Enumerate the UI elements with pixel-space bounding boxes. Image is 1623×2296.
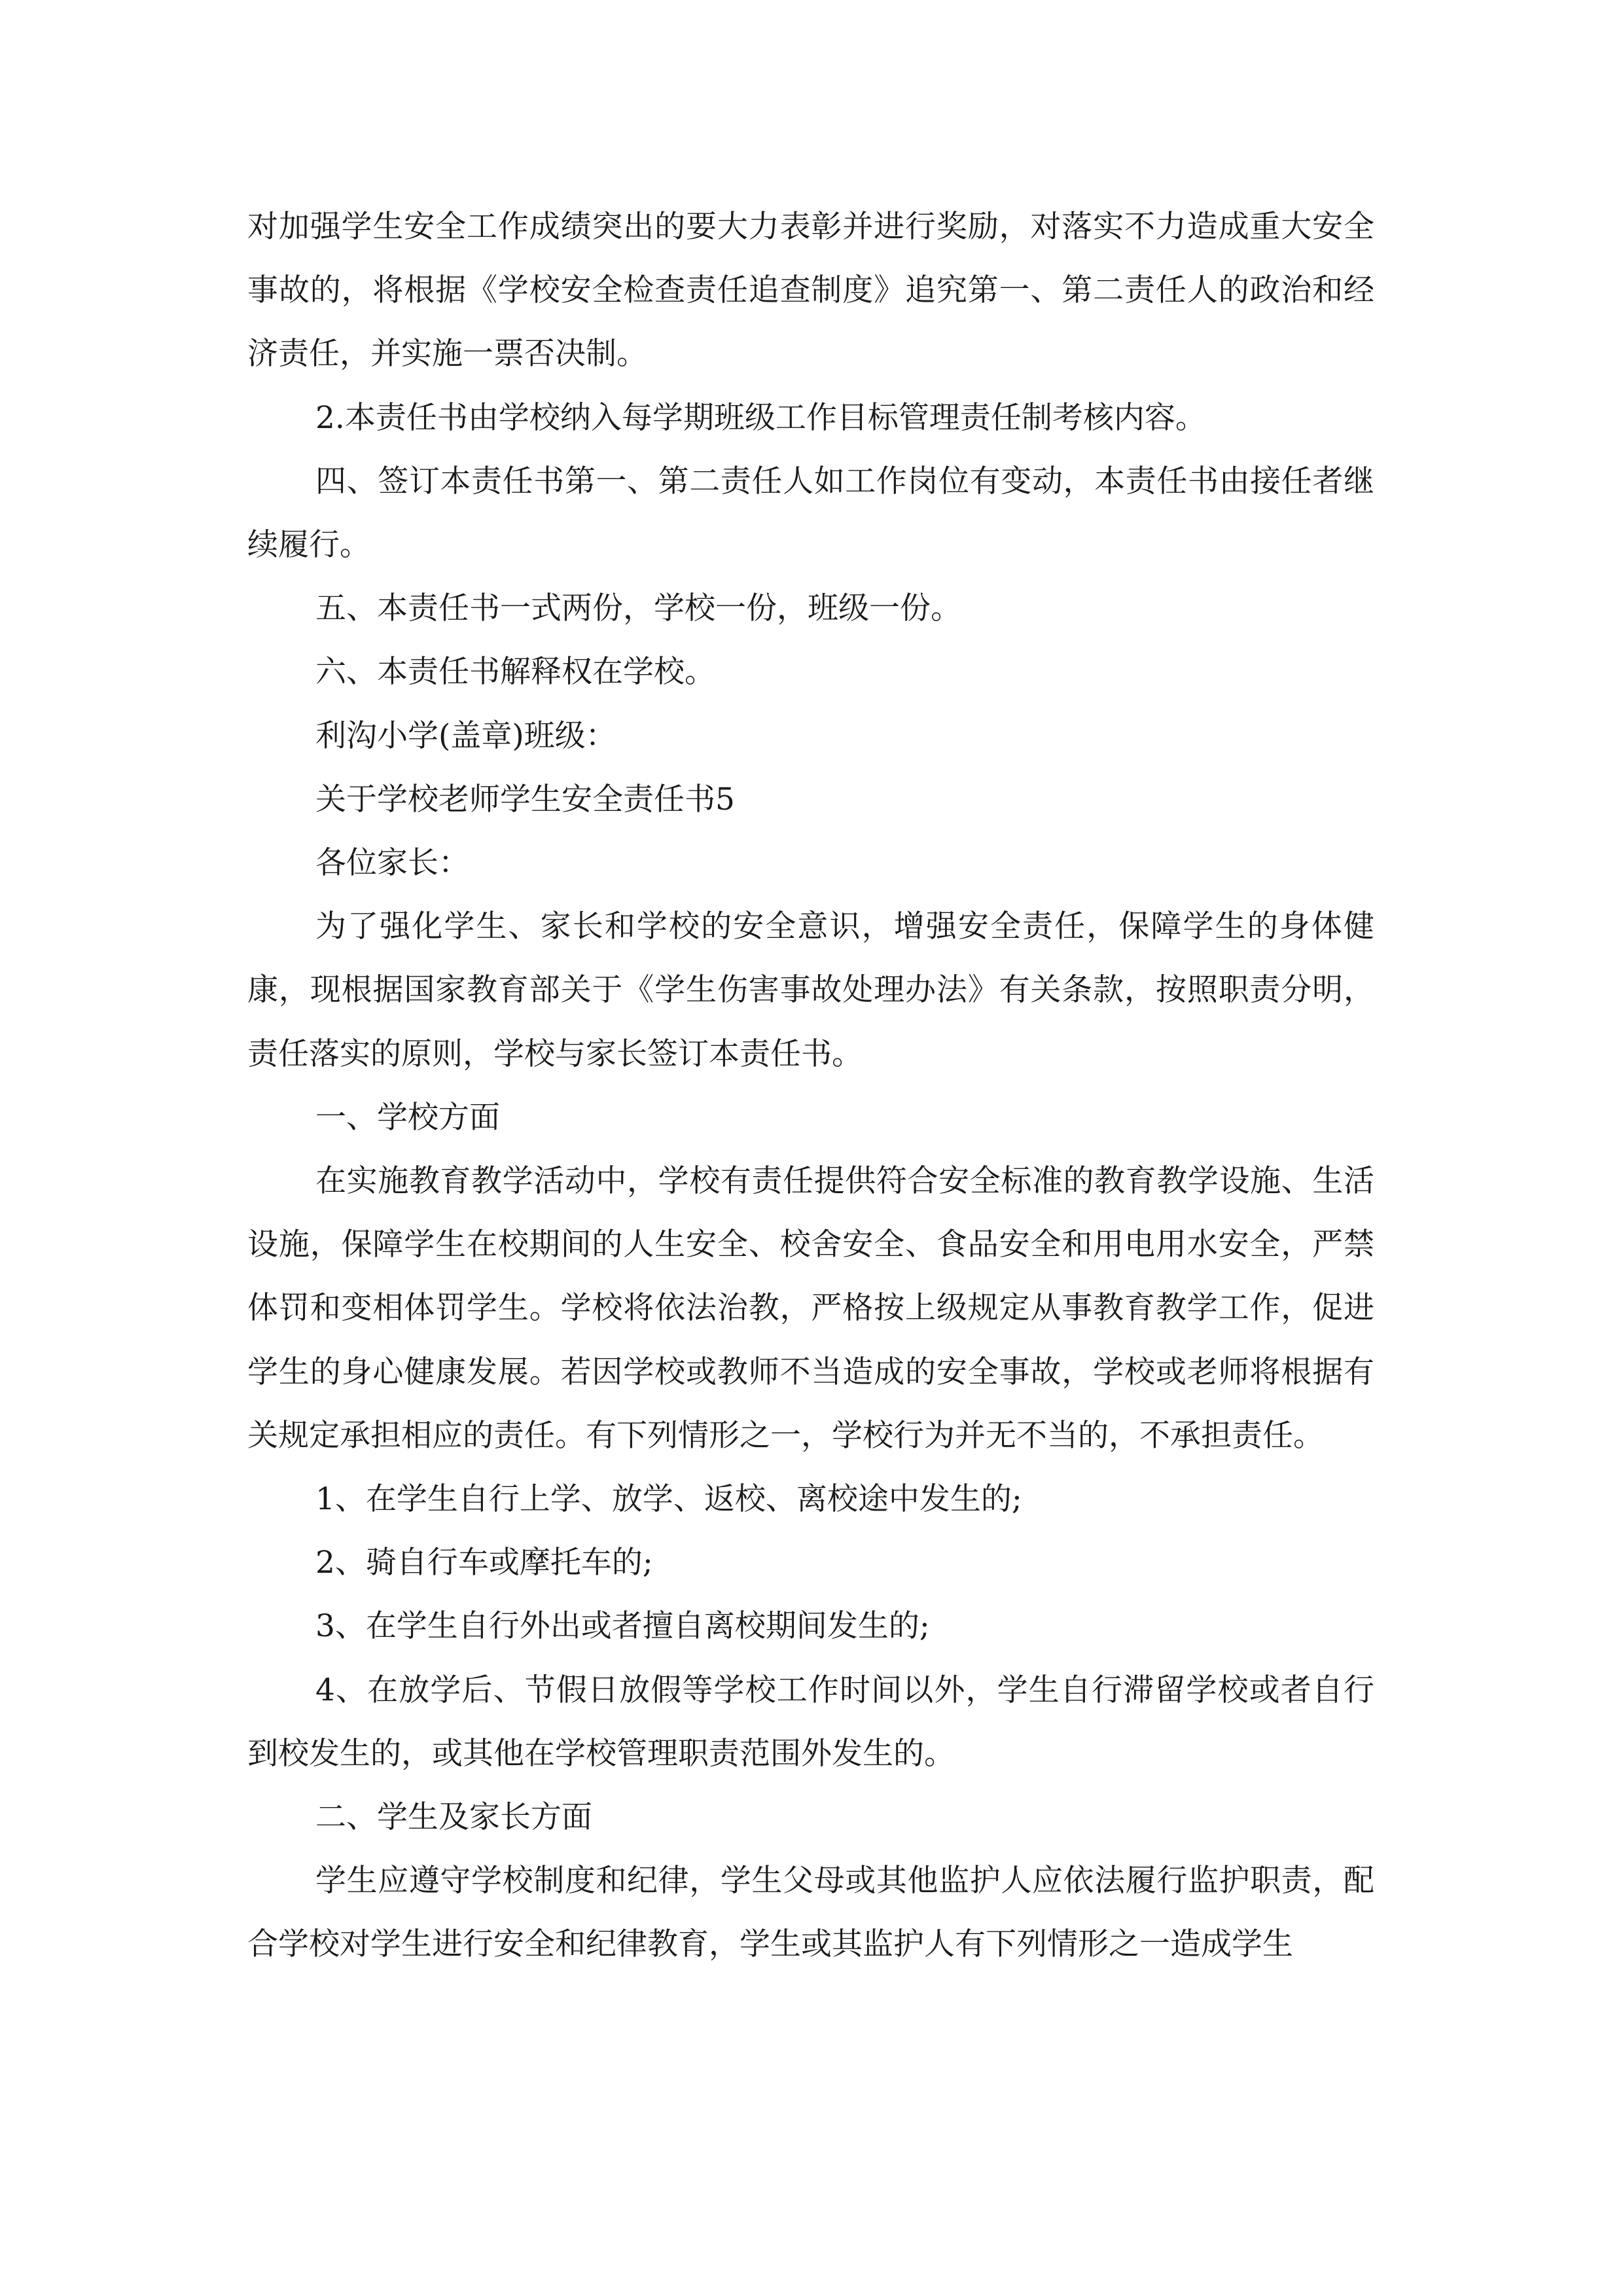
- paragraph-5: 六、本责任书解释权在学校。: [315, 654, 715, 691]
- heading-parents: 二、学生及家长方面: [315, 1799, 592, 1836]
- paragraph-2: 2.本责任书由学校纳入每学期班级工作目标管理责任制考核内容。: [315, 399, 1206, 436]
- list-item-4: 4、在放学后、节假日放假等学校工作时间以外，学生自行滞留学校或者自行到校发生的，或其他在学校管理职责范围外发生的。: [247, 1672, 1374, 1772]
- list-item-1: 1、在学生自行上学、放学、返校、离校途中发生的;: [315, 1481, 1022, 1518]
- paragraph-intro: 为了强化学生、家长和学校的安全意识，增强安全责任，保障学生的身体健康，现根据国家教育部关于《学生伤害事故处理办法》有关条款，按照职责分明，责任落实的原则，学校与家长签订本责任书。: [247, 908, 1374, 1072]
- paragraph-parents: 学生应遵守学校制度和纪律，学生父母或其他监护人应依法履行监护职责，配合学校对学生进行安全和纪律教育，学生或其监护人有下列情形之一造成学生: [247, 1863, 1374, 1963]
- document-body: [247, 195, 1374, 1977]
- heading-school: 一、学校方面: [315, 1099, 500, 1136]
- section-title: 关于学校老师学生安全责任书5: [315, 781, 735, 817]
- signature-line: 利沟小学(盖章)班级：: [315, 717, 616, 754]
- paragraph-4: 五、本责任书一式两份，学校一份，班级一份。: [315, 590, 961, 627]
- paragraph-1: 对加强学生安全工作成绩突出的要大力表彰并进行奖励，对落实不力造成重大安全事故的，将根据《学校安全检查责任追查制度》追究第一、第二责任人的政治和经济责任，并实施一票否决制。: [247, 209, 1374, 372]
- list-item-3: 3、在学生自行外出或者擅自离校期间发生的;: [315, 1608, 930, 1645]
- salutation: 各位家长：: [315, 845, 469, 882]
- paragraph-3: 四、签订本责任书第一、第二责任人如工作岗位有变动，本责任书由接任者继续履行。: [247, 463, 1374, 564]
- paragraph-school: 在实施教育教学活动中，学校有责任提供符合安全标准的教育教学设施、生活设施，保障学生在校期间的人生安全、校舍安全、食品安全和用电用水安全，严禁体罚和变相体罚学生。学校将依法治教，严格按上级规定从事教育教学工作，促进学生的身心健康发展。若因学校或教师不当造成的安全事故，学校或老师将根据有关规定承担相应的责任。有下列情形之一，学校行为并无不当的，不承担责任。: [247, 1163, 1374, 1454]
- list-item-2: 2、骑自行车或摩托车的;: [315, 1545, 653, 1581]
